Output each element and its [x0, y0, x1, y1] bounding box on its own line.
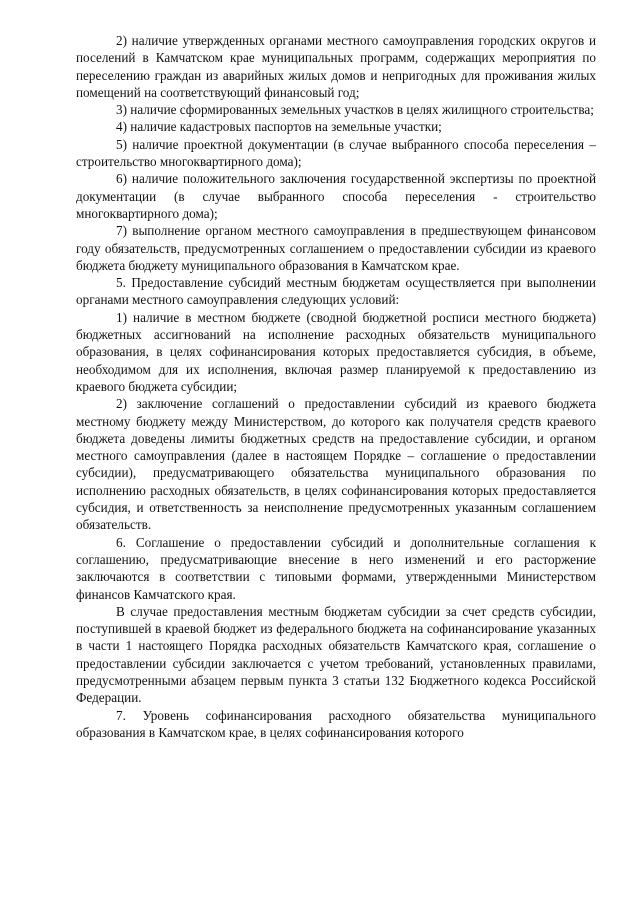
paragraph-section-6: 6. Соглашение о предоставлении субсидий и дополнительные соглашения к соглашению, предусматривающие внесение в него изменений и его расторжение заключаются в соответствии с типовыми формами, утвержденными Министерством финансов Камчатского края.	[76, 534, 596, 602]
paragraph-section-7: 7. Уровень софинансирования расходного обязательства муниципального образования в Камчатском крае, в целях софинансирования которого	[76, 707, 596, 740]
paragraph-section-5-item-2: 2) заключение соглашений о предоставлении субсидий из краевого бюджета местному бюджету между Министерством, до которого как получателя средств краевого бюджета доведены лимиты бюджетных средств на предоставление субсидии, и органом местного самоуправления (далее в настоящем Порядке – соглашение о предоставлении субсидии), предусматривающего обязательства муниципального образования по исполнению расходных обязательств, в целях софинансирования которых предоставляется субсидия, и ответственность за неисполнение предусмотренных указанным соглашением обязательств.	[76, 396, 596, 533]
paragraph-section-6-subsidy: В случае предоставления местным бюджетам субсидии за счет средств субсидии, поступившей в краевой бюджет из федерального бюджета на софинансирование указанных в части 1 настоящего Порядка расходных обязательств Камчатского края, соглашение о предоставлении субсидии заключается с учетом требований, установленных правилами, предусмотренными абзацем первым пункта 3 статьи 132 Бюджетного кодекса Российской Федерации.	[76, 603, 596, 706]
paragraph-condition-6: 6) наличие положительного заключения государственной экспертизы по проектной документации (в случае выбранного способа переселения - строительство многоквартирного дома);	[76, 171, 596, 221]
paragraph-condition-3: 3) наличие сформированных земельных участков в целях жилищного строительства;	[116, 102, 594, 118]
paragraph-condition-4: 4) наличие кадастровых паспортов на земельные участки;	[116, 119, 442, 135]
paragraph-section-5-item-1: 1) наличие в местном бюджете (сводной бюджетной росписи местного бюджета) бюджетных ассигнований на исполнение расходных обязательств муниципального образования, в целях софинансирования которых предоставляется субсидия, в объеме, необходимом для их исполнения, включая размер планируемой к предоставлению из краевого бюджета субсидии;	[76, 309, 596, 394]
paragraph-condition-7: 7) выполнение органом местного самоуправления в предшествующем финансовом году обязательств, предусмотренных соглашением о предоставлении субсидии из краевого бюджета бюджету муниципального образования в Камчатском крае.	[76, 223, 596, 273]
paragraph-condition-5: 5) наличие проектной документации (в случае выбранного способа переселения – строительство многоквартирного дома);	[76, 136, 596, 170]
paragraph-section-5: 5. Предоставление субсидий местным бюджетам осуществляется при выполнении органами местного самоуправления следующих условий:	[76, 275, 596, 308]
document-body	[76, 32, 596, 741]
paragraph-condition-2: 2) наличие утвержденных органами местного самоуправления городских округов и поселений в Камчатском крае муниципальных программ, содержащих мероприятия по переселению граждан из аварийных жилых домов и непригодных для проживания жилых помещений на соответствующий финансовый год;	[76, 33, 596, 100]
